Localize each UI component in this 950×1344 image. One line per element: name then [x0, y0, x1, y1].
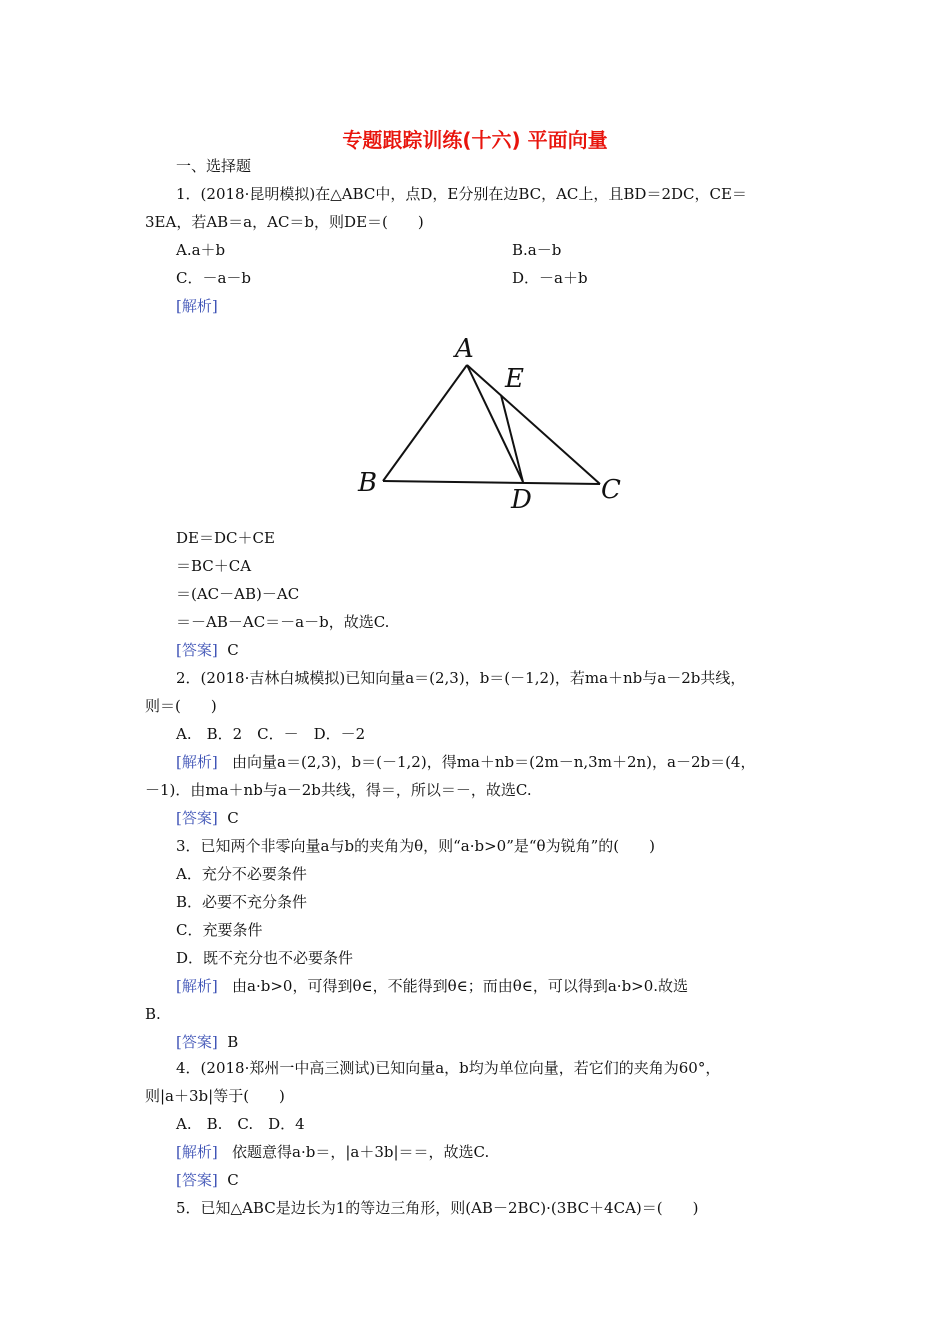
label-a: A	[455, 335, 474, 364]
page-title: 专题跟踪训练(十六) 平面向量	[342, 128, 608, 152]
q1-stem-line2: 3EA，若AB＝a，AC＝b，则DE＝( )	[145, 213, 424, 231]
q4-analysis-row	[176, 1142, 489, 1162]
label-e: E	[505, 364, 524, 394]
q3-option-d: D．既不充分也不必要条件	[176, 949, 354, 967]
q4-stem-line2: 则|a＋3b|等于( )	[145, 1087, 285, 1105]
q3-answer: B	[227, 1033, 239, 1051]
q1-answer: C	[227, 641, 239, 659]
q3-analysis-line2: B.	[145, 1005, 161, 1023]
q4-analysis-line1: 依题意得a·b＝，|a＋3b|＝＝，故选C.	[232, 1143, 490, 1161]
triangle-figure	[355, 335, 635, 515]
q2-analysis-tag: [解析]	[176, 753, 218, 771]
q1-stem-line1: 1．(2018·昆明模拟)在△ABC中，点D，E分别在边BC，AC上，且BD＝2DC，CE＝	[176, 185, 747, 203]
segment-bc	[383, 481, 600, 484]
label-d: D	[511, 485, 532, 515]
q4-analysis-tag: [解析]	[176, 1143, 218, 1161]
q2-answer-tag: [答案]	[176, 809, 218, 827]
section-heading: 一、选择题	[176, 157, 252, 175]
q2-stem-line1: 2．(2018·吉林白城模拟)已知向量a＝(2,3)，b＝(－1,2)，若ma＋nb与a－2b共线，	[176, 669, 746, 687]
q2-stem-line2: 则＝( )	[145, 697, 217, 715]
q1-analysis-tag: [解析]	[176, 297, 218, 315]
q3-analysis-tag: [解析]	[176, 977, 218, 995]
q1-option-a: A.a＋b	[176, 241, 226, 259]
q1-step-3: ＝(AC－AB)－AC	[176, 585, 300, 603]
segment-ab	[383, 365, 467, 481]
q2-answer-row	[176, 808, 239, 828]
q4-answer-tag: [答案]	[176, 1171, 218, 1189]
q2-options: A. B．2 C．－ D．－2	[176, 725, 366, 743]
q3-option-a: A．充分不必要条件	[176, 865, 307, 883]
segment-ac	[467, 365, 600, 484]
q2-answer: C	[227, 809, 239, 827]
q1-answer-tag: [答案]	[176, 641, 218, 659]
q5-stem: 5．已知△ABC是边长为1的等边三角形，则(AB－2BC)·(3BC＋4CA)＝( )	[176, 1199, 699, 1217]
q4-options: A. B. C. D．4	[176, 1115, 305, 1133]
q3-answer-tag: [答案]	[176, 1033, 218, 1051]
label-b: B	[358, 468, 378, 498]
label-c: C	[601, 475, 621, 505]
q3-analysis-row	[176, 976, 688, 996]
q1-step-2: ＝BC＋CA	[176, 557, 252, 575]
q3-answer-row	[176, 1032, 238, 1052]
q1-option-d: D．－a＋b	[512, 269, 588, 287]
q2-analysis-line1: 由向量a＝(2,3)，b＝(－1,2)，得ma＋nb＝(2m－n,3m＋2n)，a－2b＝(4，	[232, 753, 756, 771]
q4-answer-row	[176, 1170, 239, 1190]
q4-stem-line1: 4．(2018·郑州一中高三测试)已知向量a，b均为单位向量，若它们的夹角为60°，	[176, 1059, 721, 1077]
q2-analysis-line2: －1)．由ma＋nb与a－2b共线，得＝，所以＝－，故选C.	[145, 781, 532, 799]
segment-de	[501, 395, 523, 482]
q1-option-c: C．－a－b	[176, 269, 252, 287]
q3-stem: 3．已知两个非零向量a与b的夹角为θ，则“a·b>0”是“θ为锐角”的( )	[176, 837, 655, 855]
q2-analysis-row	[176, 752, 755, 772]
q3-option-b: B．必要不充分条件	[176, 893, 308, 911]
q1-step-1: DE＝DC＋CE	[176, 529, 275, 547]
q4-answer: C	[227, 1171, 239, 1189]
q3-option-c: C．充要条件	[176, 921, 263, 939]
q1-answer-row	[176, 640, 239, 660]
q3-analysis-line1: 由a·b>0，可得到θ∈，不能得到θ∈；而由θ∈，可以得到a·b>0.故选	[232, 977, 689, 995]
q1-option-b: B.a－b	[512, 241, 562, 259]
q1-step-4: ＝－AB－AC＝－a－b，故选C.	[176, 613, 390, 631]
